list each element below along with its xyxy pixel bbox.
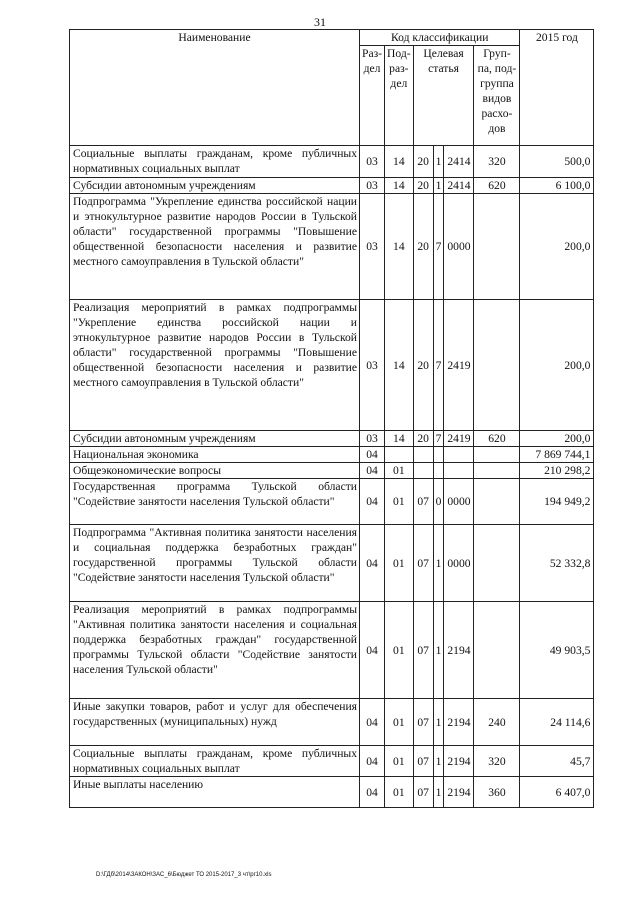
row-target-part3: 2194 bbox=[444, 699, 474, 746]
row-target-part1 bbox=[413, 447, 433, 463]
row-target-part1: 07 bbox=[413, 602, 433, 699]
row-target-part1: 07 bbox=[413, 746, 433, 777]
row-name: Подпрограмма "Активная политика занятости населения и социальная поддержка безработных граждан" государственной программы Тульской области "Содействие занятости населения Тульской области" bbox=[70, 525, 360, 602]
row-subsection: 01 bbox=[385, 777, 414, 808]
header-classification: Код классификации bbox=[360, 30, 520, 46]
row-target-part1: 20 bbox=[413, 431, 433, 447]
row-target-part2: 1 bbox=[433, 699, 444, 746]
row-target-part2 bbox=[433, 447, 444, 463]
row-amount: 52 332,8 bbox=[520, 525, 594, 602]
row-target-part3 bbox=[444, 447, 474, 463]
row-target-part3: 0000 bbox=[444, 525, 474, 602]
row-expense-type: 320 bbox=[474, 146, 520, 178]
row-name: Иные закупки товаров, работ и услуг для обеспечения государственных (муниципальных) нужд bbox=[70, 699, 360, 746]
row-expense-type bbox=[474, 447, 520, 463]
row-expense-type: 320 bbox=[474, 746, 520, 777]
row-section: 03 bbox=[360, 300, 385, 431]
row-name: Социальные выплаты гражданам, кроме публичных нормативных социальных выплат bbox=[70, 146, 360, 178]
row-target-part2: 7 bbox=[433, 300, 444, 431]
row-name: Общеэкономические вопросы bbox=[70, 463, 360, 479]
table-body bbox=[70, 146, 594, 808]
row-expense-type: 240 bbox=[474, 699, 520, 746]
row-name: Субсидии автономным учреждениям bbox=[70, 431, 360, 447]
row-target-part3: 2194 bbox=[444, 602, 474, 699]
row-target-part2: 1 bbox=[433, 777, 444, 808]
row-target-part2: 7 bbox=[433, 194, 444, 300]
row-subsection: 14 bbox=[385, 431, 414, 447]
row-expense-type bbox=[474, 602, 520, 699]
row-subsection: 14 bbox=[385, 300, 414, 431]
row-subsection: 14 bbox=[385, 178, 414, 194]
row-name: Национальная экономика bbox=[70, 447, 360, 463]
row-amount: 49 903,5 bbox=[520, 602, 594, 699]
page-number: 31 bbox=[314, 15, 326, 29]
row-target-part2 bbox=[433, 463, 444, 479]
row-amount: 200,0 bbox=[520, 431, 594, 447]
row-subsection: 01 bbox=[385, 525, 414, 602]
row-amount: 6 407,0 bbox=[520, 777, 594, 808]
table-row bbox=[70, 479, 594, 525]
row-target-part1: 07 bbox=[413, 525, 433, 602]
row-subsection: 14 bbox=[385, 146, 414, 178]
row-target-part1 bbox=[413, 463, 433, 479]
header-subsection: Под-раз-дел bbox=[385, 46, 414, 146]
row-name: Иные выплаты населению bbox=[70, 777, 360, 808]
table-row bbox=[70, 447, 594, 463]
row-section: 04 bbox=[360, 699, 385, 746]
row-target-part1: 20 bbox=[413, 146, 433, 178]
row-name: Подпрограмма "Укрепление единства российской нации и этнокультурное развитие народов России в Тульской области" государственной программы "Повышение общественной безопасности населения и развитие местного самоуправления в Тульской области" bbox=[70, 194, 360, 300]
row-name: Реализация мероприятий в рамках подпрограммы "Укрепление единства российской нации и этнокультурное развитие народов России в Тульской области" государственной программы "Повышение общественной безопасности населения и развитие местного самоуправления в Тульской области" bbox=[70, 300, 360, 431]
table-row bbox=[70, 178, 594, 194]
row-amount: 45,7 bbox=[520, 746, 594, 777]
row-subsection: 01 bbox=[385, 463, 414, 479]
table-row bbox=[70, 431, 594, 447]
row-subsection: 14 bbox=[385, 194, 414, 300]
row-target-part3: 2414 bbox=[444, 178, 474, 194]
row-name: Социальные выплаты гражданам, кроме публичных нормативных социальных выплат bbox=[70, 746, 360, 777]
row-target-part3: 2419 bbox=[444, 300, 474, 431]
row-expense-type: 620 bbox=[474, 178, 520, 194]
row-section: 04 bbox=[360, 525, 385, 602]
row-expense-type: 360 bbox=[474, 777, 520, 808]
row-target-part1: 20 bbox=[413, 178, 433, 194]
row-target-part3: 2194 bbox=[444, 746, 474, 777]
row-target-part3: 0000 bbox=[444, 194, 474, 300]
row-target-part1: 07 bbox=[413, 699, 433, 746]
row-expense-type bbox=[474, 463, 520, 479]
row-section: 04 bbox=[360, 777, 385, 808]
row-target-part1: 07 bbox=[413, 777, 433, 808]
row-section: 04 bbox=[360, 447, 385, 463]
row-amount: 6 100,0 bbox=[520, 178, 594, 194]
row-target-part3: 2194 bbox=[444, 777, 474, 808]
row-subsection bbox=[385, 447, 414, 463]
row-target-part1: 07 bbox=[413, 479, 433, 525]
row-target-part1: 20 bbox=[413, 194, 433, 300]
row-amount: 200,0 bbox=[520, 194, 594, 300]
row-target-part1: 20 bbox=[413, 300, 433, 431]
row-amount: 194 949,2 bbox=[520, 479, 594, 525]
row-section: 04 bbox=[360, 746, 385, 777]
row-section: 04 bbox=[360, 602, 385, 699]
header-expense-type: Груп-па, под-группа видов расхо-дов bbox=[474, 46, 520, 146]
table-row bbox=[70, 300, 594, 431]
table-row bbox=[70, 746, 594, 777]
row-section: 04 bbox=[360, 479, 385, 525]
table-row bbox=[70, 463, 594, 479]
row-expense-type: 620 bbox=[474, 431, 520, 447]
row-subsection: 01 bbox=[385, 746, 414, 777]
header-target-article: Целевая статья bbox=[413, 46, 474, 146]
row-expense-type bbox=[474, 300, 520, 431]
row-name: Государственная программа Тульской области "Содействие занятости населения Тульской области" bbox=[70, 479, 360, 525]
table-row bbox=[70, 602, 594, 699]
row-target-part2: 1 bbox=[433, 146, 444, 178]
footer-file-path: D:\ГДб\2014\ЗАКОН\ЗАС_6\Бюджет ТО 2015-2017_3 чт\рг10.xls bbox=[96, 872, 272, 878]
table-row bbox=[70, 146, 594, 178]
budget-table bbox=[69, 29, 594, 808]
table-row bbox=[70, 699, 594, 746]
row-amount: 7 869 744,1 bbox=[520, 447, 594, 463]
row-amount: 24 114,6 bbox=[520, 699, 594, 746]
row-expense-type bbox=[474, 194, 520, 300]
row-target-part2: 1 bbox=[433, 525, 444, 602]
table-row bbox=[70, 777, 594, 808]
row-target-part3: 0000 bbox=[444, 479, 474, 525]
row-subsection: 01 bbox=[385, 699, 414, 746]
row-target-part2: 1 bbox=[433, 746, 444, 777]
row-amount: 200,0 bbox=[520, 300, 594, 431]
header-name: Наименование bbox=[70, 30, 360, 146]
row-target-part3 bbox=[444, 463, 474, 479]
row-name: Субсидии автономным учреждениям bbox=[70, 178, 360, 194]
table-row bbox=[70, 194, 594, 300]
table-row bbox=[70, 525, 594, 602]
row-subsection: 01 bbox=[385, 602, 414, 699]
row-amount: 500,0 bbox=[520, 146, 594, 178]
row-amount: 210 298,2 bbox=[520, 463, 594, 479]
header-year: 2015 год bbox=[520, 30, 594, 146]
row-subsection: 01 bbox=[385, 479, 414, 525]
row-section: 04 bbox=[360, 463, 385, 479]
row-target-part2: 1 bbox=[433, 602, 444, 699]
row-expense-type bbox=[474, 479, 520, 525]
row-section: 03 bbox=[360, 431, 385, 447]
row-target-part3: 2419 bbox=[444, 431, 474, 447]
row-name: Реализация мероприятий в рамках подпрограммы "Активная политика занятости населения и социальная поддержка безработных граждан" государственной программы Тульской области "Содействие занятости населения Тульской области" bbox=[70, 602, 360, 699]
row-target-part3: 2414 bbox=[444, 146, 474, 178]
row-target-part2: 1 bbox=[433, 178, 444, 194]
row-section: 03 bbox=[360, 194, 385, 300]
row-expense-type bbox=[474, 525, 520, 602]
row-target-part2: 7 bbox=[433, 431, 444, 447]
row-section: 03 bbox=[360, 146, 385, 178]
row-target-part2: 0 bbox=[433, 479, 444, 525]
header-section: Раз-дел bbox=[360, 46, 385, 146]
row-section: 03 bbox=[360, 178, 385, 194]
